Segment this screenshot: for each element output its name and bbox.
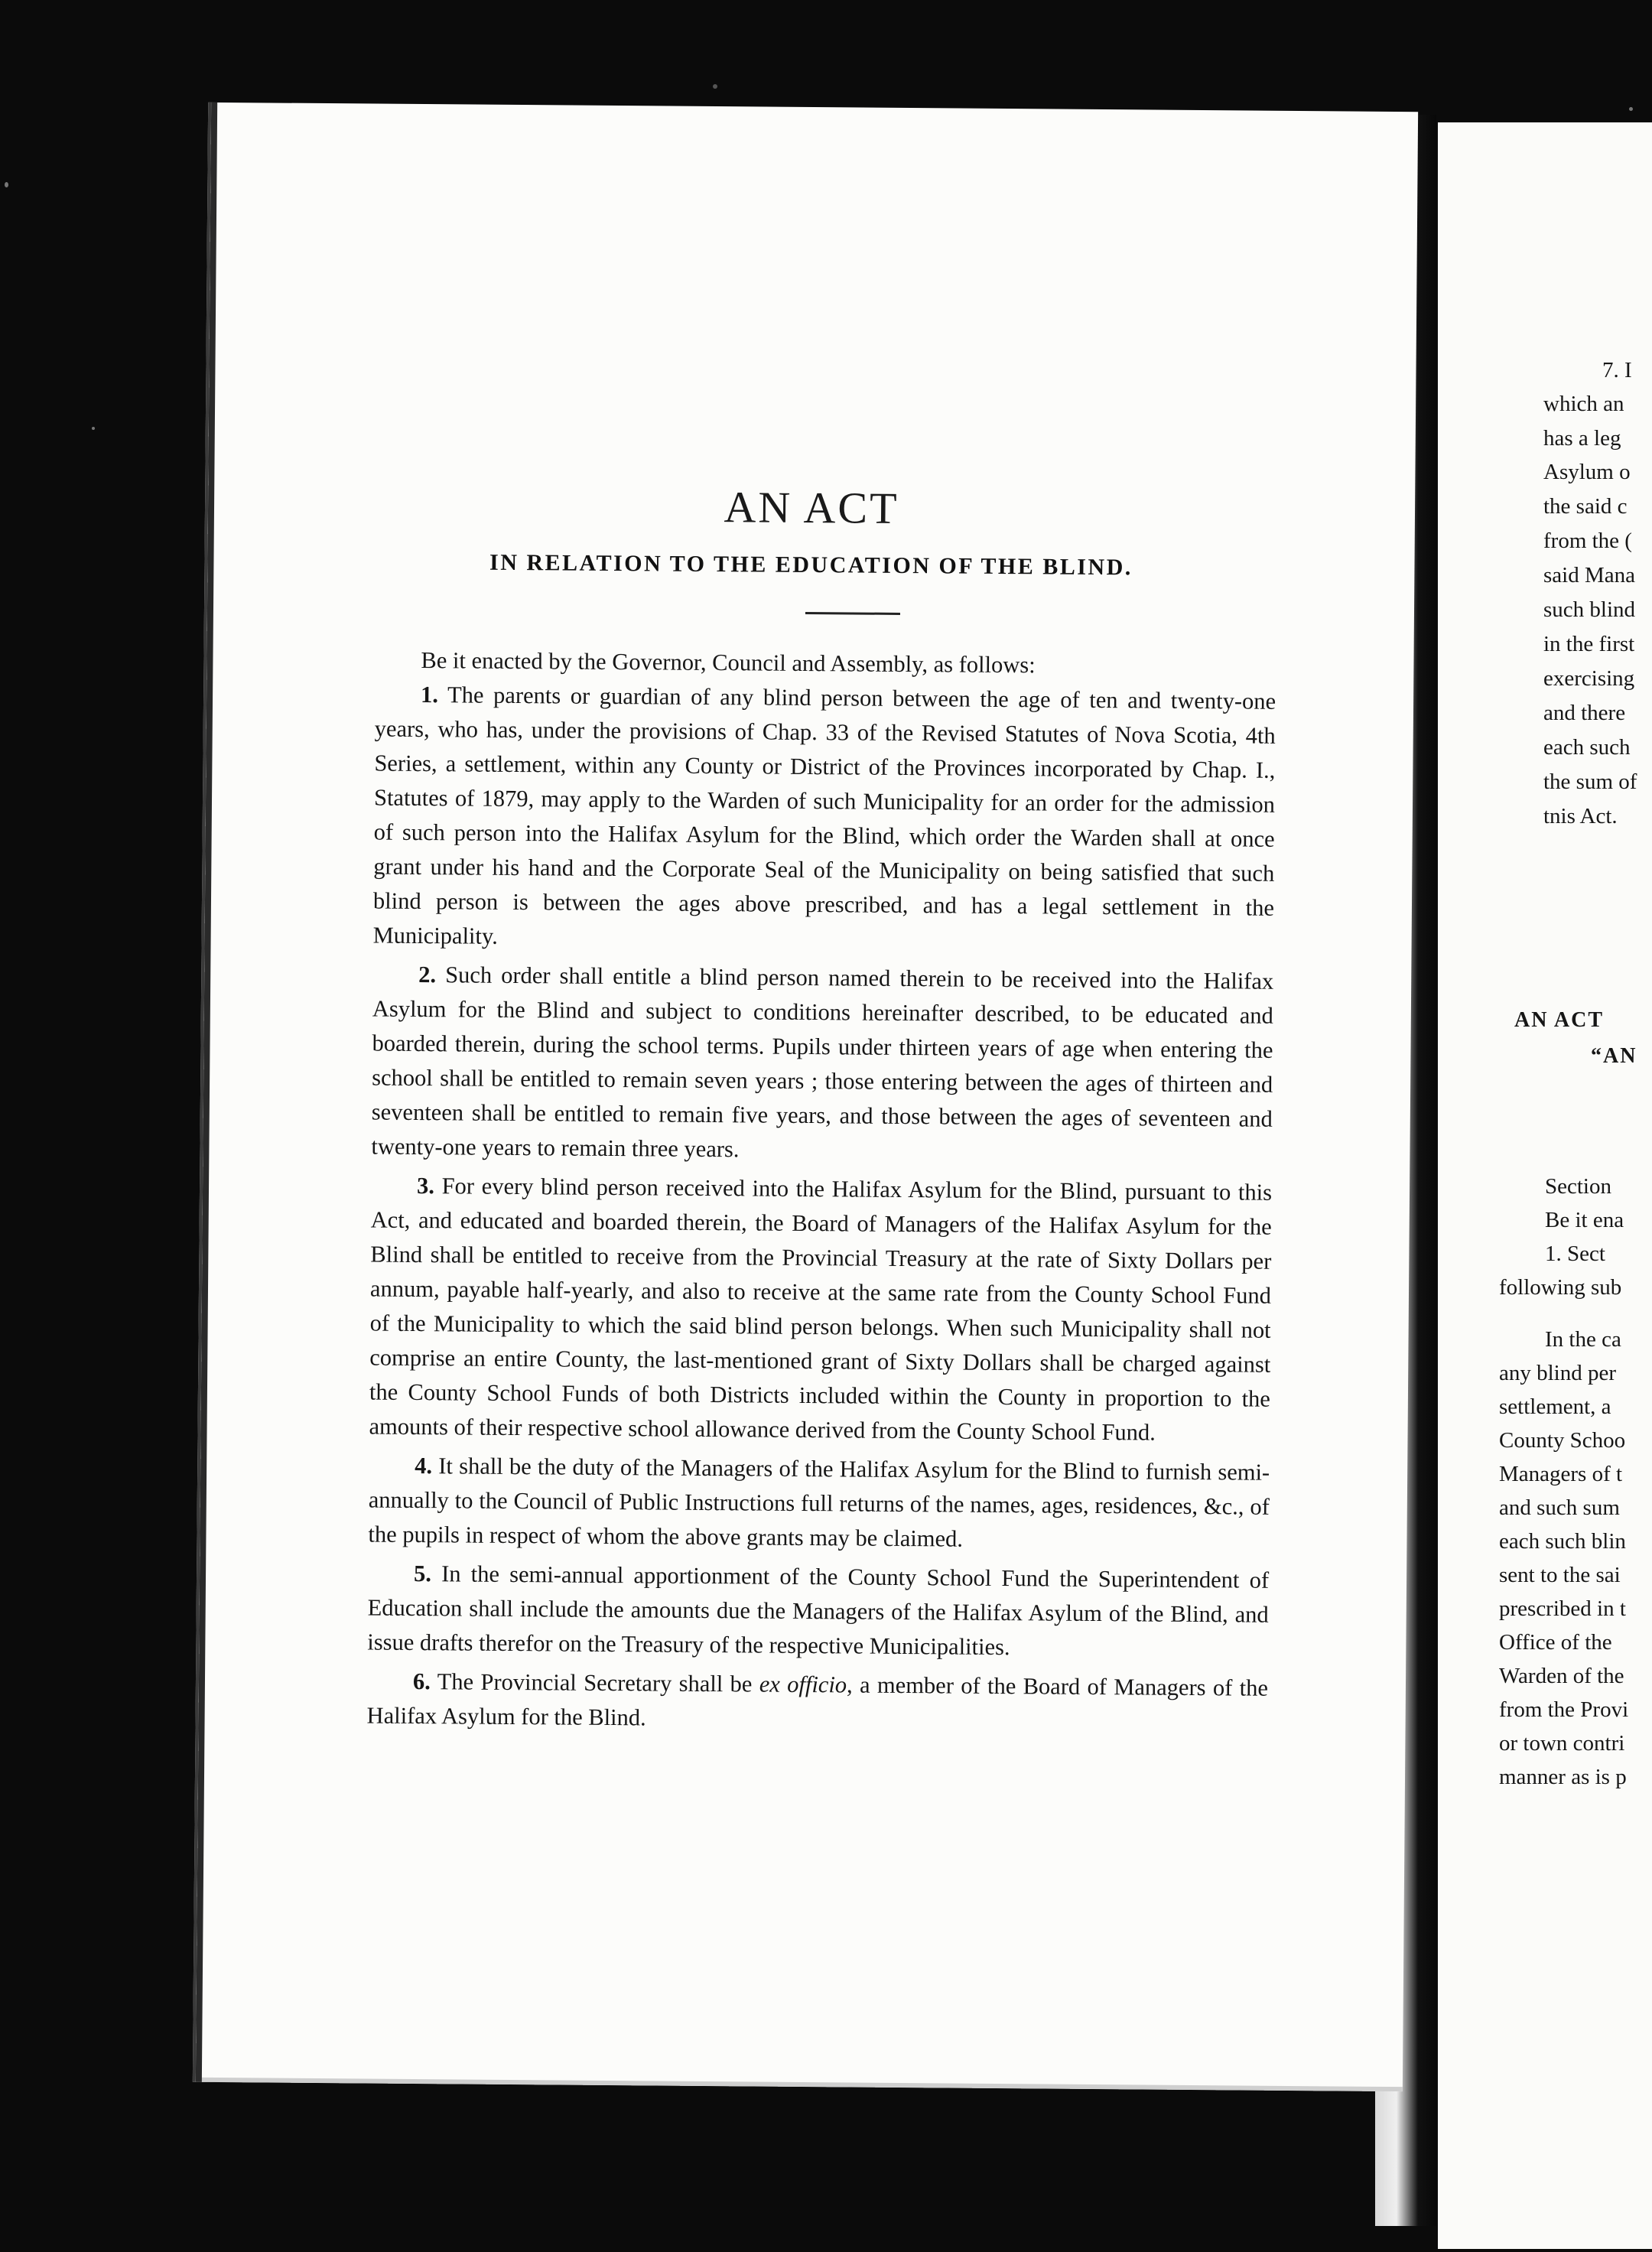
page-title: AN ACT bbox=[724, 482, 899, 533]
section-1 bbox=[372, 678, 1276, 960]
section-text: Such order shall entitle a blind person named therein to be received into the Halifax Asylum for the Blind and subject to conditions hereinafter described, to be educated and boarded therein, during the school terms. Pupils under thirteen years of age when entering the school shall be entitled to remain seven years ; those entering between the ages of thirteen and seventeen shall be entitled to remain five years, and those between the ages of seventeen and twenty-one years to remain three years. bbox=[371, 962, 1274, 1163]
right-line: or town contri bbox=[1499, 1731, 1625, 1756]
right-line: from the ( bbox=[1543, 529, 1632, 553]
section-number: 2. bbox=[418, 962, 437, 988]
right-line: 7. I bbox=[1602, 358, 1632, 382]
right-heading: “AN bbox=[1591, 1044, 1637, 1068]
scan-speck bbox=[92, 427, 95, 430]
section-number: 5. bbox=[413, 1560, 432, 1587]
right-line: the said c bbox=[1543, 494, 1628, 519]
section-text: The parents or guardian of any blind person between the age of ten and twenty-one years, who has, under the provisions of Chap. 33 of the Revised Statutes of Nova Scotia, 4th Series, a settlement, within any County or District of the Provinces incorporated by Chap. I., Statutes of 1879, may apply to the Warden of such Municipality for an order for the admission of such person into the Halifax Asylum for the Blind, which order the Warden shall at once grant under his hand and the Corporate Seal of the Municipality on being satisfied that such blind person is between the ages above prescribed, and has a legal settlement in the Municipality. bbox=[372, 682, 1276, 949]
scan-speck bbox=[1629, 107, 1633, 111]
right-line: settlement, a bbox=[1499, 1394, 1611, 1419]
right-line: such blind bbox=[1543, 597, 1636, 622]
right-line: each such bbox=[1543, 735, 1631, 760]
section-text: It shall be the duty of the Managers of the Halifax Asylum for the Blind to furnish semi-annually to the Council of Public Instructions full returns of the names, ages, residences, &c., of the pupils in respect of whom the above grants may be claimed. bbox=[368, 1453, 1270, 1552]
right-page-fragment bbox=[1438, 122, 1652, 2249]
right-line: and there bbox=[1543, 701, 1626, 725]
section-text: In the semi-annual apportionment of the County School Fund the Superintendent of Education shall include the amounts due the Managers of the Halifax Asylum of the Blind, and issue drafts therefor on the Treasury of the respective Municipalities. bbox=[367, 1560, 1270, 1661]
right-line: Asylum o bbox=[1543, 460, 1631, 484]
right-line: following sub bbox=[1499, 1275, 1622, 1300]
section-number: 4. bbox=[415, 1453, 433, 1479]
scan-speck bbox=[713, 84, 717, 89]
section-5 bbox=[367, 1557, 1269, 1667]
right-line: 1. Sect bbox=[1545, 1242, 1605, 1266]
right-line: said Mana bbox=[1543, 563, 1635, 587]
right-line: Be it ena bbox=[1545, 1208, 1624, 1232]
section-number: 6. bbox=[412, 1668, 431, 1695]
left-page bbox=[193, 103, 1418, 2091]
scan-speck bbox=[5, 182, 8, 187]
section-number: 1. bbox=[420, 682, 439, 708]
section-text-after: , a member of the Board of Managers of the Halifax Asylum for the Blind. bbox=[366, 1671, 1269, 1731]
section-text-before: The Provincial Secretary shall be bbox=[437, 1668, 759, 1697]
right-line: which an bbox=[1543, 392, 1624, 416]
right-line: manner as is p bbox=[1499, 1765, 1627, 1789]
right-line: in the first bbox=[1543, 632, 1635, 656]
section-3 bbox=[369, 1169, 1272, 1451]
right-line: tnis Act. bbox=[1543, 804, 1618, 828]
right-line: each such blin bbox=[1499, 1529, 1626, 1554]
enacting-clause: Be it enacted by the Governor, Council and Assembly, as follows: bbox=[421, 647, 1036, 679]
page-subtitle: IN RELATION TO THE EDUCATION OF THE BLIND. bbox=[489, 549, 1133, 581]
right-line: from the Provi bbox=[1499, 1697, 1629, 1722]
right-line: Managers of t bbox=[1499, 1462, 1623, 1486]
right-line: County Schoo bbox=[1499, 1428, 1626, 1453]
section-text-italic: ex officio bbox=[759, 1671, 847, 1698]
title-rule bbox=[805, 612, 900, 615]
section-number: 3. bbox=[416, 1173, 435, 1199]
section-4 bbox=[368, 1449, 1270, 1559]
right-line: any blind per bbox=[1499, 1361, 1617, 1385]
section-6 bbox=[366, 1665, 1268, 1740]
right-line: and such sum bbox=[1499, 1495, 1620, 1520]
right-line: Warden of the bbox=[1499, 1664, 1624, 1688]
right-line: Office of the bbox=[1499, 1630, 1612, 1655]
right-line: sent to the sai bbox=[1499, 1563, 1621, 1587]
section-text: For every blind person received into the Halifax Asylum for the Blind, pursuant to this Act, and educated and boarded therein, the Board of Managers of the Halifax Asylum for the Blind shall be entitled to receive from the Provincial Treasury at the rate of Sixty Dollars per annum, payable half-yearly, and also to receive at the same rate from the County School Fund of the Municipality to which the said blind person belongs. When such Municipality shall not comprise an entire County, the last-mentioned grant of Sixty Dollars shall be charged against the County School Funds of both Districts included within the County in proportion to the amounts of their respective school allowance derived from the County School Fund. bbox=[369, 1173, 1273, 1446]
right-line: exercising bbox=[1543, 666, 1635, 691]
right-line: Section bbox=[1545, 1174, 1611, 1199]
act-body bbox=[366, 643, 1276, 1745]
right-line: has a leg bbox=[1543, 426, 1621, 451]
right-line: prescribed in t bbox=[1499, 1596, 1626, 1621]
right-line: In the ca bbox=[1545, 1327, 1621, 1352]
section-2 bbox=[371, 958, 1273, 1171]
right-heading: AN ACT bbox=[1514, 1008, 1605, 1032]
right-line: the sum of bbox=[1543, 770, 1637, 794]
